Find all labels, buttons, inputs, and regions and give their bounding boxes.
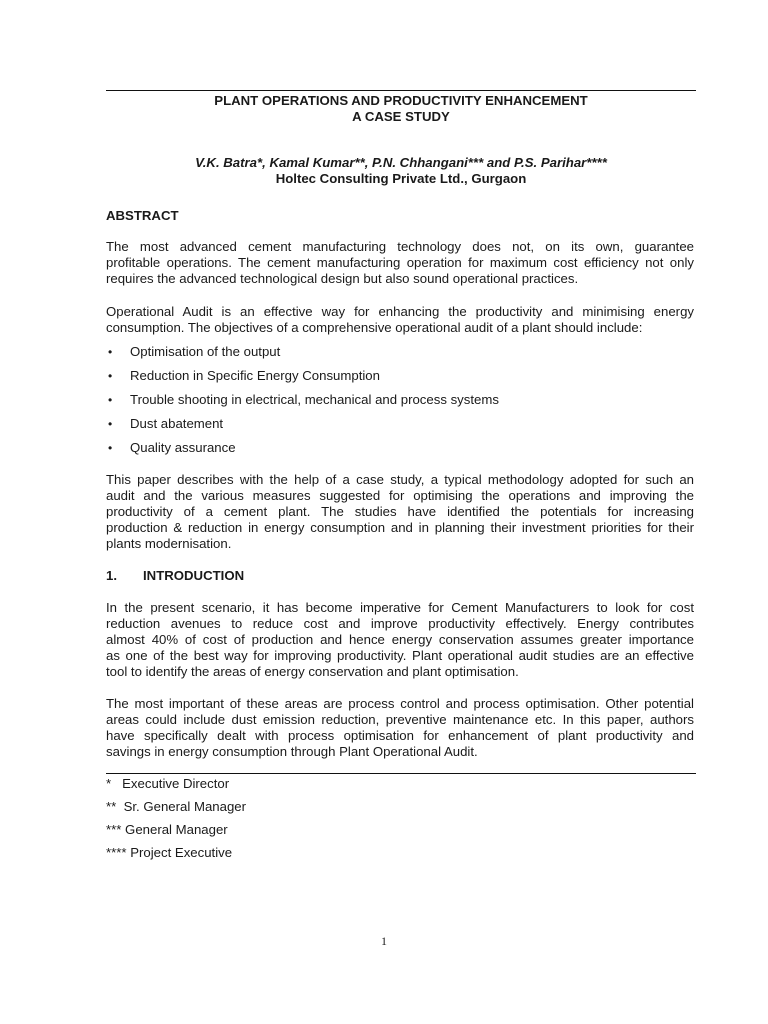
abstract-paragraph-1 (106, 239, 694, 287)
abstract-paragraph-3 (106, 472, 694, 552)
bullet-icon: • (108, 369, 113, 383)
introduction-paragraph-2 (106, 696, 694, 760)
author-affiliation: Holtec Consulting Private Ltd., Gurgaon (275, 171, 527, 186)
section-title: INTRODUCTION (143, 568, 245, 583)
introduction-paragraph-1 (106, 600, 694, 680)
title-line-2: A CASE STUDY (352, 109, 450, 124)
text-line: savings in energy consumption through Plant Operational Audit. (106, 744, 478, 759)
list-item (106, 344, 694, 368)
text-line: areas could include dust emission reduction, preventive maintenance etc. In this paper, authors (106, 712, 694, 727)
introduction-heading (106, 568, 244, 584)
text-line: audit and the various measures suggested for optimising the operations and improving the (106, 488, 694, 503)
footnote: **** Project Executive (106, 845, 233, 860)
list-item-text: Reduction in Specific Energy Consumption (130, 368, 380, 383)
footnotes (106, 776, 246, 868)
author-names: V.K. Batra*, Kamal Kumar**, P.N. Chhangani*** and P.S. Parihar**** (195, 155, 607, 170)
footnote: *** General Manager (106, 822, 228, 837)
bullet-icon: • (108, 441, 113, 455)
text-line: production & reduction in energy consumption and in planning their investment priorities for their (106, 520, 694, 535)
text-line: requires the advanced technological design but also sound operational practices. (106, 271, 579, 286)
text-line: In the present scenario, it has become imperative for Cement Manufacturers to look for cost (106, 600, 694, 615)
abstract-heading: ABSTRACT (106, 208, 179, 223)
abstract-paragraph-2 (106, 304, 694, 336)
footnote-rule (106, 773, 696, 774)
list-item (106, 392, 694, 416)
text-line: The most important of these areas are process control and process optimisation. Other potential (106, 696, 694, 711)
text-line: productivity of a cement plant. The studies have identified the potentials for increasing (106, 504, 694, 519)
list-item (106, 440, 694, 464)
text-line: consumption. The objectives of a comprehensive operational audit of a plant should include: (106, 320, 643, 335)
text-line: reduction avenues to reduce cost and improve productivity effectively. Energy contributes (106, 616, 694, 631)
author-block (106, 155, 696, 187)
list-item-text: Trouble shooting in electrical, mechanical and process systems (130, 392, 499, 407)
title-line-1: PLANT OPERATIONS AND PRODUCTIVITY ENHANCEMENT (214, 93, 588, 108)
text-line: plants modernisation. (106, 536, 232, 551)
text-line: This paper describes with the help of a case study, a typical methodology adopted for such an (106, 472, 694, 487)
list-item (106, 368, 694, 392)
text-line: Operational Audit is an effective way for enhancing the productivity and minimising energy (106, 304, 694, 319)
list-item (106, 416, 694, 440)
text-line: have specifically dealt with process optimisation for enhancement of plant productivity and (106, 728, 694, 743)
page-number: 1 (381, 934, 387, 948)
list-item-text: Optimisation of the output (130, 344, 281, 359)
list-item-text: Quality assurance (130, 440, 236, 455)
text-line: as one of the best way for improving productivity. Plant operational audit studies are an effective (106, 648, 694, 663)
objectives-list (106, 344, 694, 464)
top-rule (106, 90, 696, 91)
section-number: 1. (106, 568, 117, 583)
text-line: tool to identify the areas of energy conservation and plant optimisation. (106, 664, 519, 679)
bullet-icon: • (108, 417, 113, 431)
text-line: The most advanced cement manufacturing technology does not, on its own, guarantee (106, 239, 694, 254)
paper-title (106, 93, 696, 125)
bullet-icon: • (108, 393, 113, 407)
bullet-icon: • (108, 345, 113, 359)
text-line: almost 40% of cost of production and hence energy conservation assumes greater importance (106, 632, 694, 647)
list-item-text: Dust abatement (130, 416, 224, 431)
text-line: profitable operations. The cement manufacturing operation for maximum cost efficiency not only (106, 255, 694, 270)
footnote: * Executive Director (106, 776, 230, 791)
footnote: ** Sr. General Manager (106, 799, 247, 814)
